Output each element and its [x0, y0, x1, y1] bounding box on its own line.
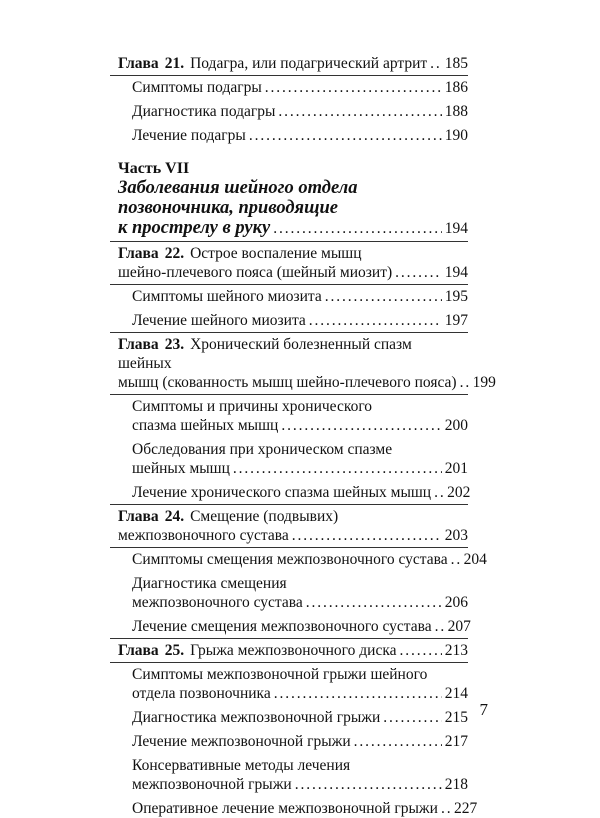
leader-dots: [309, 311, 442, 330]
leader-dots: [441, 799, 451, 818]
item-title-cont: межпозвоночной грыжи: [132, 776, 292, 793]
toc-item[interactable]: [110, 126, 468, 145]
leader-dots: [460, 373, 470, 392]
item-title: Диагностика межпозвоночной грыжи: [132, 709, 381, 726]
toc-item[interactable]: [110, 75, 468, 97]
leader-dots: [281, 416, 441, 435]
table-of-contents: [110, 54, 496, 818]
chapter-title-cont: мышц (скованность мышц шейно-плечевого пояса): [118, 374, 457, 391]
toc-part-title[interactable]: [110, 178, 468, 239]
page-number: 7: [479, 700, 488, 719]
part-label: Часть VII: [118, 160, 190, 177]
chapter-title-cont: межпозвоночного сустава: [118, 527, 289, 544]
page-ref: 185: [444, 55, 468, 72]
chapter-keyword: Глава: [118, 245, 159, 262]
chapter-number: 24.: [164, 508, 185, 525]
leader-dots: [451, 550, 461, 569]
item-title: Лечение подагры: [132, 127, 246, 144]
page-ref: 218: [444, 776, 468, 793]
leader-dots: [233, 459, 442, 478]
page-ref: 207: [447, 618, 471, 635]
leader-dots: [274, 684, 442, 703]
page-ref: 186: [444, 79, 468, 96]
page-ref: 202: [447, 484, 471, 501]
toc-item[interactable]: [110, 102, 468, 121]
page-ref: 227: [453, 800, 478, 817]
leader-dots: [278, 102, 441, 121]
leader-dots: [395, 263, 442, 282]
chapter-title: Хронический болезненный спазм шейных: [118, 336, 412, 372]
toc-item[interactable]: [110, 756, 468, 794]
leader-dots: [435, 617, 445, 636]
part-title-line: позвоночника, приводящие: [118, 198, 338, 218]
leader-dots: [249, 126, 442, 145]
leader-dots: [295, 775, 442, 794]
leader-dots: [292, 526, 442, 545]
page-ref: 199: [472, 374, 496, 391]
chapter-keyword: Глава: [118, 55, 159, 72]
item-title: Симптомы подагры: [132, 79, 262, 96]
page-ref: 203: [444, 527, 468, 544]
item-title: Симптомы смещения межпозвоночного сустава: [132, 551, 448, 568]
leader-dots: [265, 78, 442, 97]
toc-chapter-25[interactable]: [110, 638, 468, 660]
toc-item[interactable]: [110, 617, 471, 636]
item-title: Симптомы и причины хронического: [132, 398, 373, 415]
page-ref: 188: [444, 103, 468, 120]
page-ref: 201: [444, 460, 468, 477]
toc-chapter-24[interactable]: [110, 504, 468, 545]
page-ref: 197: [444, 312, 468, 329]
toc-item[interactable]: [110, 708, 468, 727]
chapter-title-cont: шейно-плечевого пояса (шейный миозит): [118, 264, 393, 281]
page-ref: 200: [444, 417, 468, 434]
page-ref: 214: [444, 685, 468, 702]
chapter-keyword: Глава: [118, 508, 159, 525]
leader-dots: [434, 483, 444, 502]
item-title: Оперативное лечение межпозвоночной грыжи: [132, 800, 438, 817]
page-ref: 206: [444, 594, 468, 611]
part-title-line: Заболевания шейного отдела: [118, 178, 358, 198]
leader-dots: [354, 732, 442, 751]
part-title-line: к прострелу в руку: [118, 218, 271, 238]
item-title: Лечение смещения межпозвоночного сустава: [132, 618, 432, 635]
page-ref: 194: [444, 264, 468, 281]
item-title: Консервативные методы лечения: [132, 757, 351, 774]
toc-item[interactable]: [110, 732, 468, 751]
leader-dots: [430, 54, 442, 73]
chapter-title: Острое воспаление мышц: [190, 245, 362, 262]
toc-item[interactable]: [110, 662, 468, 703]
toc-item[interactable]: [110, 483, 471, 502]
leader-dots: [306, 593, 442, 612]
item-title: Обследования при хроническом спазме: [132, 441, 393, 458]
leader-dots: [383, 708, 442, 727]
toc-item[interactable]: [110, 574, 468, 612]
leader-dots: [325, 287, 442, 306]
item-title: Лечение хронического спазма шейных мышц: [132, 484, 432, 501]
page-ref: 194: [444, 220, 468, 237]
page-ref: 204: [463, 551, 487, 568]
page-ref: 215: [444, 709, 468, 726]
page-ref: 217: [444, 733, 468, 750]
chapter-keyword: Глава: [118, 336, 159, 353]
toc-item[interactable]: [110, 394, 468, 435]
toc-item[interactable]: [110, 799, 478, 818]
page-ref: 213: [444, 642, 468, 659]
item-title: Симптомы межпозвоночной грыжи шейного: [132, 666, 428, 683]
toc-chapter-23[interactable]: [110, 332, 496, 392]
item-title: Лечение межпозвоночной грыжи: [132, 733, 351, 750]
toc-item[interactable]: [110, 440, 468, 478]
page-ref: 195: [444, 288, 468, 305]
item-title: Диагностика смещения: [132, 575, 287, 592]
leader-dots: [400, 641, 442, 660]
item-title: Диагностика подагры: [132, 103, 276, 120]
chapter-title: Смещение (подвывих): [190, 508, 339, 525]
toc-item[interactable]: [110, 284, 468, 306]
page-ref: 190: [444, 127, 468, 144]
chapter-number: 22.: [164, 245, 185, 262]
item-title-cont: шейных мышц: [132, 460, 230, 477]
toc-chapter-21[interactable]: [110, 54, 468, 73]
chapter-number: 25.: [164, 642, 185, 659]
chapter-title: Грыжа межпозвоночного диска: [190, 642, 397, 659]
toc-item[interactable]: [110, 311, 468, 330]
toc-chapter-22[interactable]: [110, 241, 468, 282]
item-title-cont: спазма шейных мышц: [132, 417, 279, 434]
chapter-number: 21.: [164, 55, 185, 72]
item-title-cont: межпозвоночного сустава: [132, 594, 303, 611]
toc-item[interactable]: [110, 547, 487, 569]
chapter-keyword: Глава: [118, 642, 159, 659]
item-title: Лечение шейного миозита: [132, 312, 306, 329]
leader-dots: [273, 219, 442, 239]
chapter-number: 23.: [164, 336, 185, 353]
chapter-title: Подагра, или подагрический артрит: [190, 55, 428, 72]
item-title: Симптомы шейного миозита: [132, 288, 322, 305]
item-title-cont: отдела позвоночника: [132, 685, 271, 702]
